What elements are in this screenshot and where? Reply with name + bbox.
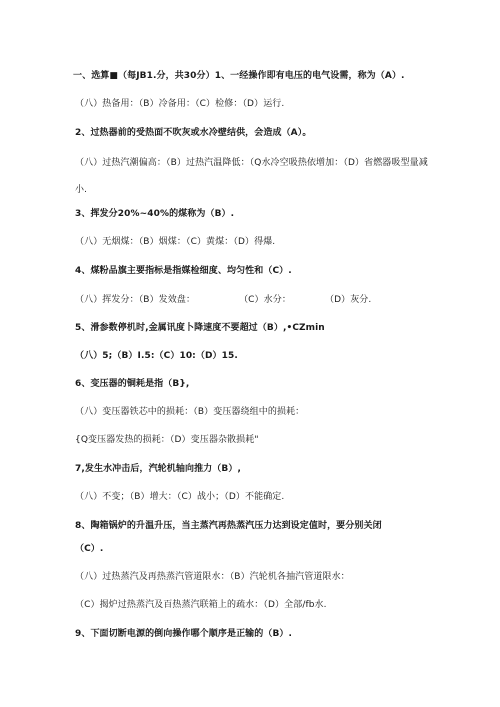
q8-stem-line1: 8、陶箱锅炉的升温升压，当主蒸汽再热蒸汽压力达到设定值时，要分别关闭: [75, 521, 382, 531]
q7-stem: 7,发生水冲击后，汽轮机轴向推力（B）,: [75, 464, 241, 474]
q5-stem: 5、滑参数停机时,金属讯度卜降速度不要超过（B）,•CZmin: [75, 323, 325, 333]
q4-stem: 4、煤粉品旗主要指标是指媒检细度、均匀性和（C）.: [75, 266, 292, 276]
q6-options-line1: （八）变压器铁芯中的损耗：（B）变压器绕组中的损耗：: [75, 407, 305, 417]
q8-stem-line2: （C）.: [75, 544, 104, 554]
q3-stem: 3、挥发分20%~40%的煤称为（B）.: [75, 209, 235, 219]
q8-options-line1: （八）过热蒸汽及再热蒸汽管道限水：（B）汽轮机各抽汽管道限水：: [75, 572, 350, 582]
q4-option-a-b: （八）挥发分：（B）发效盘：: [75, 295, 196, 305]
q2-options-line2: 小.: [75, 185, 88, 195]
q5-options: （八）5;（B）I.5:（C）10:（D）15.: [75, 351, 238, 361]
q2-options-line1: （八）过热汽潮偏高：（B）过热汽温降低：（Q水冷空吸热依增加：（D）省燃器吸型量减: [75, 158, 428, 168]
q9-stem: 9、下面切断电源的倒向操作哪个顺序是正输的（B）.: [75, 629, 293, 639]
q4-option-d: （D）灰分.: [324, 295, 372, 305]
q3-options: （八）无烟煤：（B）烟煤：（C）黄煤：（D）得爆.: [75, 237, 276, 247]
q8-options-line2: （C）揭炉过热蒸汽及百热蒸汽联箱上的疏水：（D）全部/fb水.: [75, 600, 327, 610]
section-heading-q1: 一、选算■（每JB1.分，共30分）1、一经操作即有电压的电气设需，称为（A）.: [73, 71, 405, 81]
q4-option-c: （C）水分：: [239, 295, 291, 305]
q4-options: [75, 294, 371, 306]
q7-options: （八）不变；（B）增大：（C）战小；（D）不能确定.: [75, 492, 285, 502]
q2-stem: 2、过热器前的受热面不吹灰或水冷壁结供，会造成（A）。: [75, 128, 312, 138]
q6-stem: 6、变压器的铜耗是指（B},: [75, 379, 190, 389]
q6-options-line2: {Q变压器发热的损耗：（D）变压器杂散损耗": [75, 435, 259, 445]
q1-options: （八）热备用：（B）冷备用：（C）检修：（D）运行.: [75, 99, 285, 109]
